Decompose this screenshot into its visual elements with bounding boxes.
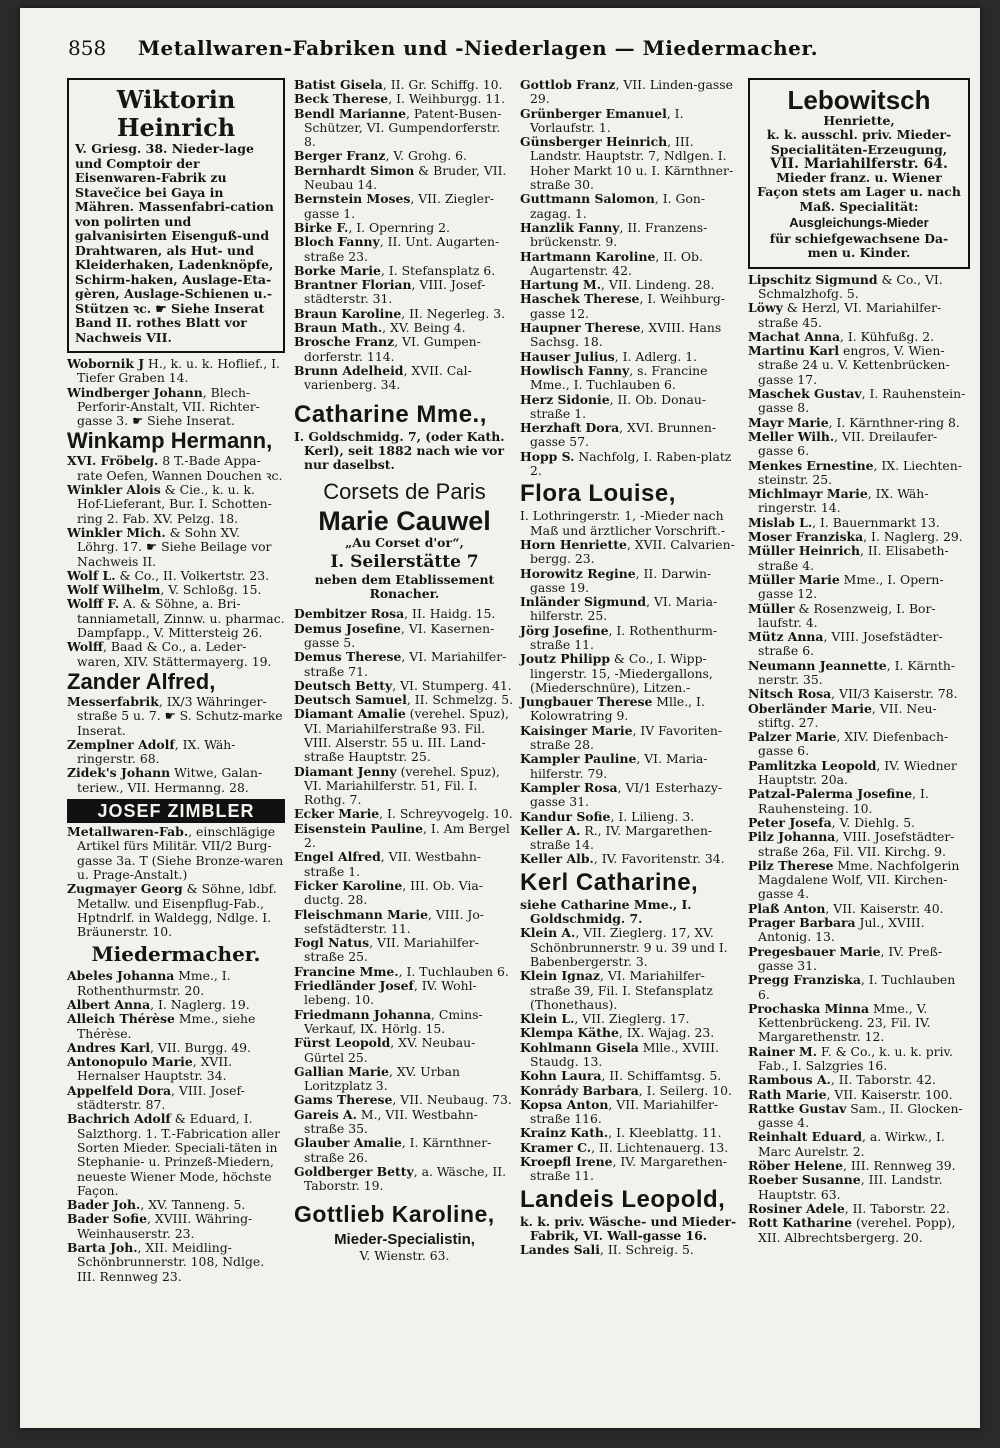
winkamp-heading: Winkamp Hermann, bbox=[67, 428, 273, 454]
directory-entry: Meller Wilh., VII. Dreilaufer-gasse 6. bbox=[748, 428, 938, 459]
directory-entry: Ficker Karoline, III. Ob. Via-ductg. 28. bbox=[294, 877, 483, 908]
directory-entry: Dembitzer Rosa, II. Haidg. 15. bbox=[294, 606, 496, 622]
column-1 bbox=[67, 78, 285, 1284]
gottlieb-address: V. Wienstr. 63. bbox=[359, 1248, 450, 1264]
directory-entry: Kaisinger Marie, IV Favoriten-straße 28. bbox=[520, 722, 723, 753]
directory-entry: Winkler Mich. & Sohn XV. Löhrg. 17. ☛ Siehe Beilage vor Nachweis II. bbox=[67, 524, 272, 569]
ad-subtitle: Henriette, bbox=[823, 113, 895, 128]
directory-entry: Rambous A., II. Taborstr. 42. bbox=[748, 1072, 936, 1088]
directory-entry: Hopp S. Nachfolg, I. Raben-platz 2. bbox=[520, 448, 732, 479]
directory-entry: Roeber Susanne, III. Landstr. Hauptstr. 63. bbox=[748, 1172, 943, 1202]
directory-entry: Rott Katharine (verehel. Popp), XII. Albrechtsbergerg. 20. bbox=[748, 1215, 956, 1245]
directory-entry: Antonopulo Marie, XVII. Hernalser Hauptstr. 34. bbox=[67, 1054, 233, 1084]
directory-entry: Pregesbauer Marie, IV. Preß-gasse 31. bbox=[748, 943, 943, 973]
ad-line: Mieder franz. u. Wiener Façon stets am Lager u. nach Maß. Specialität: bbox=[757, 170, 961, 214]
directory-entry: Fürst Leopold, XV. Neubau-Gürtel 25. bbox=[294, 1035, 476, 1065]
lebowitsch-advertisement bbox=[748, 78, 970, 269]
directory-entry: Mayr Marie, I. Kärnthner-ring 8. bbox=[748, 414, 960, 430]
directory-entry: Wolf Wilhelm, V. Schloßg. 15. bbox=[67, 582, 262, 598]
entry-list bbox=[294, 78, 515, 393]
directory-entry: Klein Ignaz, VI. Mariahilfer-straße 39, Fil. I. Stefansplatz (Thonethaus). bbox=[520, 968, 713, 1012]
directory-entry: Hauser Julius, I. Adlerg. 1. bbox=[520, 348, 698, 364]
directory-entry: Zugmayer Georg & Söhne, ldbf. Metallw. und Eisenpflug-Fab., Hptndrlf. in Waldegg, Ndlge. I. Bräunerstr. 10. bbox=[67, 881, 277, 940]
flora-heading: Flora Louise, bbox=[520, 480, 676, 508]
directory-entry: Inländer Sigmund, VI. Maria-hilferstr. 25. bbox=[520, 594, 718, 624]
zimbler-banner: JOSEF ZIMBLER bbox=[67, 799, 285, 823]
directory-entry: Maschek Gustav, I. Rauhenstein-gasse 8. bbox=[748, 386, 966, 416]
directory-entry: Reinhalt Eduard, a. Wirkw., I. Marc Aurelstr. 2. bbox=[748, 1129, 945, 1159]
directory-entry: Kroepfl Irene, IV. Margarethen-straße 11. bbox=[520, 1154, 727, 1184]
directory-entry: Rattke Gustav Sam., II. Glocken-gasse 4. bbox=[748, 1100, 963, 1131]
directory-entry: Hanzlik Fanny, II. Franzens-brückenstr. 9. bbox=[520, 219, 708, 250]
directory-entry: Guttmann Salomon, I. Gon-zagag. 1. bbox=[520, 191, 706, 221]
entry-list bbox=[520, 538, 741, 867]
directory-entry: Klempa Käthe, IX. Wajag. 23. bbox=[520, 1025, 715, 1041]
directory-entry: Herzhaft Dora, XVI. Brunnen-gasse 57. bbox=[520, 420, 717, 450]
directory-entry: Lipschitz Sigmund & Co., VI. Schmalzhofg. 5. bbox=[748, 271, 943, 301]
neben-line: neben dem Etablissement Ronacher. bbox=[314, 571, 495, 602]
directory-entry: Albert Anna, I. Naglerg. 19. bbox=[67, 996, 250, 1012]
directory-entry: Klein A., VII. Zieglerg. 17, XV. Schönbrunnerstr. 9 u. 39 und I. Babenbergerstr. 3. bbox=[520, 925, 728, 969]
directory-entry: Wolf L. & Co., II. Volkertstr. 23. bbox=[67, 567, 270, 583]
entry-list bbox=[67, 695, 285, 795]
directory-entry: Konrády Barbara, I. Seilerg. 10. bbox=[520, 1082, 732, 1098]
directory-entry: Demus Josefine, VI. Kasernen-gasse 5. bbox=[294, 620, 495, 650]
entry-list bbox=[67, 825, 285, 939]
entry-list bbox=[67, 969, 285, 1284]
directory-entry: Horn Henriette, XVII. Calvarien-bergg. 23. bbox=[520, 536, 735, 567]
catharine-body: I. Goldschmidg. 7, (oder Kath. Kerl), seit 1882 nach wie vor nur daselbst. bbox=[294, 428, 505, 473]
entry-list bbox=[520, 926, 741, 1183]
directory-entry: Nitsch Rosa, VII/3 Kaiserstr. 78. bbox=[748, 686, 958, 702]
kerl-body: siehe Catharine Mme., I. Goldschmidg. 7. bbox=[520, 896, 692, 927]
directory-entry: Pregg Franziska, I. Tuchlauben 6. bbox=[748, 972, 956, 1002]
page-title: Metallwaren-Fabriken und -Niederlagen — Miedermacher. bbox=[137, 36, 819, 60]
column-3 bbox=[520, 78, 741, 1258]
ad-title: Wiktorin Heinrich bbox=[116, 85, 236, 142]
directory-entry: Borke Marie, I. Stefansplatz 6. bbox=[294, 262, 496, 278]
directory-entry: Bernhardt Simon & Bruder, VII. Neubau 14. bbox=[294, 162, 507, 193]
directory-entry: Friedmann Johanna, Cmins-Verkauf, IX. Hörlg. 15. bbox=[294, 1006, 483, 1036]
directory-entry: Jörg Josefine, I. Rothenthurm-straße 11. bbox=[520, 622, 718, 652]
directory-entry: Fogl Natus, VII. Mariahilfer-straße 25. bbox=[294, 935, 479, 965]
directory-entry: Keller A. R., IV. Margarethen-straße 14. bbox=[520, 822, 713, 853]
directory-entry: Appelfeld Dora, VIII. Josef-städterstr. 87. bbox=[67, 1082, 245, 1113]
directory-entry: Engel Alfred, VII. Westbahn-straße 1. bbox=[294, 849, 482, 879]
directory-entry: Michlmayr Marie, IX. Wäh-ringerstr. 14. bbox=[748, 486, 929, 516]
directory-entry: Pamlitzka Leopold, IV. Wiedner Hauptstr. 20a. bbox=[748, 757, 957, 788]
directory-entry: Friedländer Josef, IV. Wohl-lebeng. 10. bbox=[294, 978, 477, 1008]
directory-entry: Menkes Ernestine, IX. Liechten-steinstr. 25. bbox=[748, 457, 962, 487]
directory-entry: Horowitz Regine, II. Darwin-gasse 19. bbox=[520, 565, 712, 595]
catharine-heading: Catharine Mme., bbox=[294, 400, 487, 428]
directory-entry: Birke F., I. Opernring 2. bbox=[294, 219, 450, 235]
directory-entry: XVI. Fröbelg. 8 T.-Bade Appa-rate Oefen, Wannen Douchen ꝛc. bbox=[67, 453, 283, 483]
au-corset-line: „Au Corset d'or“, bbox=[345, 535, 464, 551]
directory-entry: Deutsch Betty, VI. Stumperg. 41. bbox=[294, 677, 512, 693]
page-header bbox=[68, 36, 828, 70]
directory-entry: Pilz Therese Mme. Nachfolgerin Magdalene Wolf, VII. Kirchen-gasse 4. bbox=[748, 857, 960, 902]
directory-entry: Kampler Pauline, VI. Maria-hilferstr. 79. bbox=[520, 751, 708, 781]
column-4 bbox=[748, 78, 970, 1245]
directory-entry: Jungbauer Therese Mlle., I. Kolowratring 9. bbox=[520, 694, 705, 724]
directory-entry: Grünberger Emanuel, I. Vorlaufstr. 1. bbox=[520, 105, 684, 135]
ad-line: k. k. ausschl. priv. Mieder-Specialitäten-Erzeugung, bbox=[766, 127, 952, 157]
landeis-body: k. k. priv. Wäsche- und Mieder-Fabrik, VI. Wall-gasse 16. bbox=[520, 1213, 737, 1243]
directory-entry: Brosche Franz, VI. Gumpen-dorferstr. 114. bbox=[294, 334, 481, 364]
directory-entry: Kampler Rosa, VI/1 Esterhazy-gasse 31. bbox=[520, 779, 723, 810]
directory-entry: Günsberger Heinrich, III. Landstr. Hauptstr. 7, Ndlgen. I. Hoher Markt 10 u. I. Kärnthner-straße 30. bbox=[520, 134, 734, 193]
directory-entry: Messerfabrik, IX/3 Währinger-straße 5 u. 7. ☛ S. Schutz-marke Inserat. bbox=[67, 693, 283, 738]
directory-entry: Ecker Marie, I. Schreyvogelg. 10. bbox=[294, 806, 513, 822]
directory-entry: Neumann Jeannette, I. Kärnth-nerstr. 35. bbox=[748, 657, 956, 687]
landeis-heading: Landeis Leopold, bbox=[520, 1185, 726, 1213]
directory-entry: Kopsa Anton, VII. Mariahilfer-straße 116. bbox=[520, 1096, 719, 1127]
directory-entry: Peter Josefa, V. Diehlg. 5. bbox=[748, 814, 916, 830]
directory-entry: Bernstein Moses, VII. Ziegler-gasse 1. bbox=[294, 191, 495, 221]
seiler-line: I. Seilerstätte 7 bbox=[330, 551, 479, 572]
directory-entry: Prochaska Minna Mme., V. Kettenbrückeng. 23, Fil. IV. Margarethenstr. 12. bbox=[748, 1000, 931, 1045]
corsets-heading: Corsets de Paris bbox=[323, 479, 486, 505]
directory-entry: Müller & Rosenzweig, I. Bor-laufstr. 4. bbox=[748, 600, 936, 630]
directory-entry: Kohlmann Gisela Mlle., XVIII. Staudg. 13. bbox=[520, 1039, 719, 1069]
directory-entry: Gams Therese, VII. Neubaug. 73. bbox=[294, 1092, 512, 1108]
directory-entry: Eisenstein Pauline, I. Am Bergel 2. bbox=[294, 820, 510, 851]
gottlieb-heading: Gottlieb Karoline, bbox=[294, 1201, 495, 1228]
mieder-specialistin: Mieder-Specialistin, bbox=[334, 1231, 475, 1249]
directory-entry: Krainz Kath., I. Kleeblattg. 11. bbox=[520, 1125, 722, 1141]
directory-entry: Zemplner Adolf, IX. Wäh-ringerstr. 68. bbox=[67, 736, 236, 767]
wiktorin-advertisement bbox=[67, 78, 285, 353]
directory-entry: Landes Sali, II. Schreig. 5. bbox=[520, 1242, 694, 1258]
directory-entry: Brunn Adelheid, XVII. Cal-varienberg. 34. bbox=[294, 362, 472, 393]
directory-entry: Rath Marie, VII. Kaiserstr. 100. bbox=[748, 1086, 953, 1102]
ad-line: Ausgleichungs-Mieder bbox=[789, 215, 929, 231]
directory-entry: Gottlob Franz, VII. Linden-gasse 29. bbox=[520, 77, 733, 107]
directory-entry: Diamant Amalie (verehel. Spuz), VI. Mariahilferstraße 93. Fil. VIII. Alserstr. 55 u. III. Land-straße Hauptstr. 25. bbox=[294, 706, 509, 765]
ad-body: V. Griesg. 38. Nieder-lage und Comptoir der Eisenwaren-Fabrik zu Stavečice bei Gaya in Mähren. Massenfabri-cation von polirten und galvanisirten Eisenguß-und Drahtwaren, als Hut- und Kleiderhaken, Ladenknöpfe, Schirm-haken, Auslage-Eta-gèren, Auslage-Schienen u.-Stützen ꝛc. ☛ Siehe Inserat Band II. rothes Blatt vor Nachweis VII. bbox=[75, 141, 274, 345]
directory-entry: Müller Heinrich, II. Elisabeth-straße 4. bbox=[748, 543, 949, 573]
directory-entry: Bendl Marianne, Patent-Busen-Schützer, VI. Gumpendorferstr. 8. bbox=[294, 105, 502, 150]
directory-entry: Kandur Sofie, I. Lilieng. 3. bbox=[520, 808, 695, 824]
directory-entry: Bader Joh., XV. Tanneng. 5. bbox=[67, 1197, 246, 1213]
directory-entry: Deutsch Samuel, II. Schmelzg. 5. bbox=[294, 692, 514, 708]
entry-list bbox=[67, 357, 285, 428]
kerl-heading: Kerl Catharine, bbox=[520, 868, 699, 896]
directory-entry: Fleischmann Marie, VIII. Jo-sefstädterstr. 11. bbox=[294, 906, 484, 936]
directory-entry: Plaß Anton, VII. Kaiserstr. 40. bbox=[748, 900, 944, 916]
directory-entry: Wolff F. A. & Söhne, a. Bri-tanniametall, Zinnw. u. pharmac. Dampfapp., V. Mittersteig 26. bbox=[67, 596, 285, 641]
flora-body: I. Lothringerstr. 1, -Mieder nach Maß und ärztlicher Vorschrift.- bbox=[520, 508, 726, 538]
directory-entry: Beck Therese, I. Weihburgg. 11. bbox=[294, 91, 506, 107]
directory-entry: Braun Karoline, II. Negerleg. 3. bbox=[294, 305, 506, 321]
directory-entry: Palzer Marie, XIV. Diefenbach-gasse 6. bbox=[748, 729, 949, 759]
directory-entry: Keller Alb., IV. Favoritenstr. 34. bbox=[520, 851, 725, 867]
column-2 bbox=[294, 78, 515, 1264]
directory-entry: Oberländer Marie, VII. Neu-stiftg. 27. bbox=[748, 700, 937, 730]
entry-list bbox=[520, 78, 741, 478]
directory-entry: Windberger Johann, Blech-Perforir-Anstalt, VII. Richter-gasse 3. ☛ Siehe Inserat. bbox=[67, 384, 260, 429]
directory-entry: Berger Franz, V. Grohg. 6. bbox=[294, 148, 467, 164]
directory-entry: Batist Gisela, II. Gr. Schiffg. 10. bbox=[294, 77, 503, 92]
directory-entry: Martinu Karl engros, V. Wien-straße 24 u. V. Kettenbrücken-gasse 17. bbox=[748, 343, 950, 387]
directory-entry: Klein L., VII. Zieglerg. 17. bbox=[520, 1011, 690, 1027]
section-heading: Miedermacher. bbox=[91, 942, 261, 967]
directory-entry: Patzal-Palerma Josefine, I. Rauhensteing. 10. bbox=[748, 786, 929, 816]
ad-title: Lebowitsch bbox=[787, 85, 931, 115]
directory-entry: Demus Therese, VI. Mariahilfer-straße 71. bbox=[294, 649, 507, 679]
directory-entry: Wobornik J H., k. u. k. Hoflief., I. Tiefer Graben 14. bbox=[67, 356, 280, 386]
directory-entry: Brantner Florian, VIII. Josef-städterstr. 31. bbox=[294, 277, 486, 307]
page-number: 858 bbox=[68, 36, 107, 60]
directory-entry: Machat Anna, I. Kühfußg. 2. bbox=[748, 328, 935, 344]
directory-entry: Barta Joh., XII. Meidling-Schönbrunnerstr. 108, Ndlge. III. Rennweg 23. bbox=[67, 1240, 265, 1284]
entry-list bbox=[748, 273, 970, 1245]
directory-entry: Mütz Anna, VIII. Josefstädter-straße 6. bbox=[748, 629, 943, 659]
directory-entry: Mislab L., I. Bauernmarkt 13. bbox=[748, 514, 940, 530]
directory-entry: Winkler Alois & Cie., k. u. k. Hof-Lieferant, Bur. I. Schotten-ring 2. Fab. XV. Pelzg. 18. bbox=[67, 482, 272, 526]
directory-entry: Rainer M. F. & Co., k. u. k. priv. Fab., I. Salzgries 16. bbox=[748, 1043, 953, 1073]
directory-entry: Löwy & Herzl, VI. Mariahilfer-straße 45. bbox=[748, 300, 942, 330]
entry-list bbox=[520, 1243, 741, 1257]
directory-entry: Röber Helene, III. Rennweg 39. bbox=[748, 1158, 956, 1174]
directory-entry: Francine Mme., I. Tuchlauben 6. bbox=[294, 963, 509, 979]
directory-entry: Abeles Johanna Mme., I. Rothenthurmstr. 20. bbox=[67, 968, 231, 998]
marie-cauwel-heading: Marie Cauwel bbox=[318, 506, 491, 537]
directory-entry: Diamant Jenny (verehel. Spuz), VI. Mariahilferstr. 51, Fil. I. Rothg. 7. bbox=[294, 763, 500, 808]
directory-entry: Goldberger Betty, a. Wäsche, II. Taborstr. 19. bbox=[294, 1163, 507, 1194]
directory-entry: Metallwaren-Fab., einschlägige Artikel fürs Militär. VII/2 Burg-gasse 3a. T (Siehe Bronze-waren u. Prage-Anstalt.) bbox=[67, 824, 284, 882]
directory-entry: Howlisch Fanny, s. Francine Mme., I. Tuchlauben 6. bbox=[520, 362, 708, 393]
directory-entry: Glauber Amalie, I. Kärnthner-straße 26. bbox=[294, 1135, 492, 1165]
directory-entry: Hartmann Karoline, II. Ob. Augartenstr. 42. bbox=[520, 248, 703, 278]
directory-entry: Braun Math., XV. Being 4. bbox=[294, 320, 466, 336]
directory-entry: Haupner Therese, XVIII. Hans Sachsg. 18. bbox=[520, 320, 722, 350]
directory-entry: Bader Sofie, XVIII. Währing-Weinhauserstr. 23. bbox=[67, 1211, 253, 1241]
zander-heading: Zander Alfred, bbox=[67, 668, 216, 694]
ad-line: VII. Mariahilferstr. 64. bbox=[770, 155, 948, 172]
directory-entry: Alleich Thérèse Mme., siehe Thérèse. bbox=[67, 1011, 256, 1041]
directory-entry: Herz Sidonie, II. Ob. Donau-straße 1. bbox=[520, 391, 707, 421]
directory-entry: Moser Franziska, I. Naglerg. 29. bbox=[748, 529, 963, 545]
directory-entry: Kramer C., II. Lichtenauerg. 13. bbox=[520, 1139, 729, 1155]
directory-entry: Kohn Laura, II. Schiffamtsg. 5. bbox=[520, 1068, 722, 1084]
directory-entry: Wolff, Baad & Co., a. Leder-waren, XIV. Stättermayerg. 19. bbox=[67, 639, 272, 669]
directory-entry: Andres Karl, VII. Burgg. 49. bbox=[67, 1039, 251, 1055]
ad-line: für schiefgewachsene Da-men u. Kinder. bbox=[769, 231, 949, 261]
directory-entry: Bachrich Adolf & Eduard, I. Salzthorg. 1. T.-Fabrication aller Sorten Mieder. Speciali-täten in Stephanie- u. Prinzeß-Miedern, neueste Wiener Mode, höchste Façon. bbox=[67, 1111, 281, 1198]
directory-entry: Pilz Johanna, VIII. Josefstädter-straße 26a, Fil. VII. Kirchg. 9. bbox=[748, 829, 955, 859]
directory-entry: Müller Marie Mme., I. Opern-gasse 12. bbox=[748, 571, 944, 602]
directory-entry: Rosiner Adele, II. Taborstr. 22. bbox=[748, 1200, 950, 1216]
entry-list bbox=[67, 454, 285, 668]
directory-entry: Zidek's Johann Witwe, Galan-teriew., VII. Hermanng. 28. bbox=[67, 765, 263, 795]
directory-entry: Haschek Therese, I. Weihburg-gasse 12. bbox=[520, 291, 726, 321]
directory-entry: Gareis A. M., VII. Westbahn-straße 35. bbox=[294, 1106, 478, 1136]
directory-entry: Joutz Philipp & Co., I. Wipp-lingerstr. 15, -Miedergallons, (Miederschnüre), Litzen.- bbox=[520, 651, 713, 695]
directory-page bbox=[20, 8, 980, 1428]
directory-entry: Bloch Fanny, II. Unt. Augarten-straße 23. bbox=[294, 234, 500, 264]
directory-entry: Gallian Marie, XV. Urban Loritzplatz 3. bbox=[294, 1063, 460, 1094]
entry-list bbox=[294, 607, 515, 1193]
directory-entry: Hartung M., VII. Lindeng. 28. bbox=[520, 277, 715, 293]
directory-entry: Prager Barbara Jul., XVIII. Antonig. 13. bbox=[748, 915, 925, 945]
